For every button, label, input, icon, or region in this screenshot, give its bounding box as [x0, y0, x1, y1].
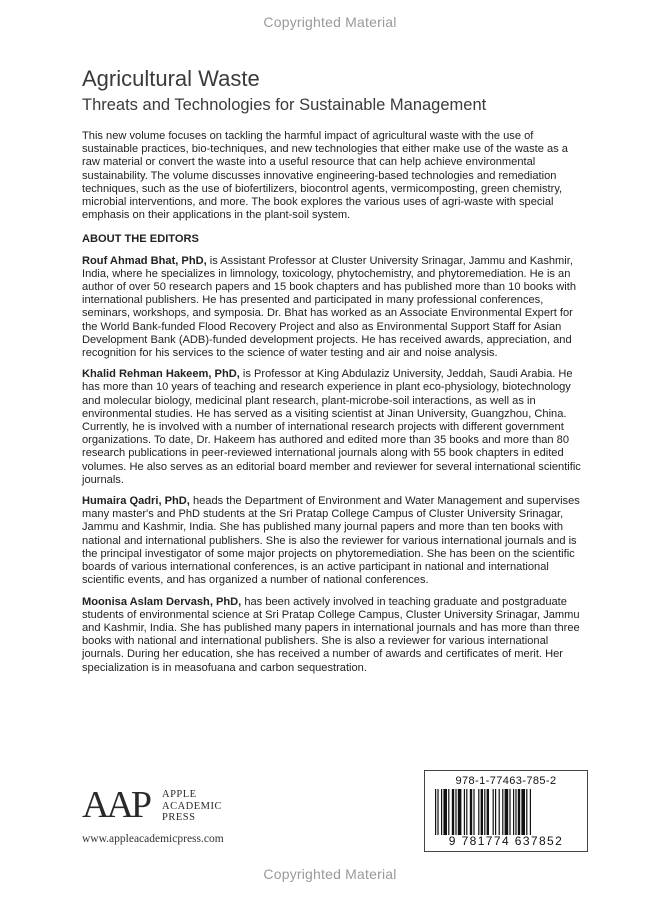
barcode-bar — [502, 789, 503, 835]
about-editors-heading: ABOUT THE EDITORS — [82, 233, 199, 246]
barcode-bar — [458, 789, 462, 835]
barcode-bar — [455, 789, 456, 835]
barcode-bar — [464, 789, 465, 835]
editor-name: Khalid Rehman Hakeem, PhD, — [82, 368, 240, 381]
barcode-bar — [530, 789, 531, 835]
editor-name: Humaira Qadri, PhD, — [82, 495, 190, 508]
editor-bio-text: is Professor at King Abdulaziz University, Jeddah, Saudi Arabia. He has more than 10 years of teaching and research experience in plant eco-physiology, biotechnology and molecular biology, medicinal plant research, plant-microbe-soil interactions, as well as in environmental studies. He has served as a visiting scientist at Jinan University, Guangzhou, China. Currently, he is involved with a number of international research projects with different government organizations. To date, Dr. Hakeem has authored and edited more than 35 books and more than 80 research publications in peer-reviewed international journals along with 55 book chapters in edited volumes. He also serves as an editorial board member and reviewer for several international scientific journals. — [82, 368, 581, 486]
publisher-logo-mark: AAP — [82, 784, 150, 826]
publisher-name-line: PRESS — [162, 812, 196, 823]
copyright-watermark-top: Copyrighted Material — [263, 14, 397, 30]
barcode-bar — [526, 789, 527, 835]
barcode-icon — [433, 789, 579, 835]
barcode-bar — [499, 789, 500, 835]
barcode-bar — [441, 789, 442, 835]
barcode-bar — [437, 789, 438, 835]
publisher-name — [162, 789, 222, 824]
editor-name: Moonisa Aslam Dervash, PhD, — [82, 595, 242, 608]
editor-bio-text: is Assistant Professor at Cluster University Srinagar, Jammu and Kashmir, India, where he specializes in limnology, toxicology, phytochemistry, and phytoremediation. He is an author of over 50 research papers and 15 book chapters and has published more than 10 books with international publishers. He has presented and participated in many professional conferences, seminars, workshops, and symposia. Dr. Bhat has worked as an Associate Environmental Expert for the World Bank-funded Flood Recovery Project and also as Environmental Support Staff for Asian Development Bank (ADB)-funded development projects. He has received awards, appreciation, and recognition for his services to the science of water testing and air and noise analysis. — [82, 254, 576, 360]
editor-bio-2 — [82, 368, 586, 487]
barcode-bar — [448, 789, 449, 835]
barcode-bar — [495, 789, 496, 835]
back-cover-text — [82, 130, 586, 683]
editor-name: Rouf Ahmad Bhat, PhD, — [82, 254, 207, 267]
editor-bio-3 — [82, 495, 586, 587]
barcode-bar — [481, 789, 483, 835]
barcode-bar — [473, 789, 474, 835]
editor-bio-text: heads the Department of Environment and Water Management and supervises many master's and PhD students at the Sri Pratap College Campus of Cluster University Srinagar, Jammu and Kashmir, India. She has published many journal papers and more than ten books with national and international publishers. She is also the reviewer for various international journals and is the principal investigator of some major projects on phytoremediation. She has been on the scientific boards of various international conferences, is an active participant in national and international scientific events, and has organized a number of national conferences. — [82, 495, 580, 587]
book-title: Agricultural Waste — [82, 66, 260, 91]
isbn-number: 978-1-77463-785-2 — [455, 775, 557, 787]
barcode-bar — [435, 789, 436, 835]
barcode-bar — [521, 789, 525, 835]
barcode-digits: 9 781774 637852 — [448, 834, 564, 848]
barcode-bar — [484, 789, 485, 835]
barcode-bar — [493, 789, 494, 835]
barcode-bar — [487, 789, 489, 835]
barcode-bar — [470, 789, 472, 835]
publisher-name-line: ACADEMIC — [162, 800, 223, 812]
barcode-bar — [452, 789, 454, 835]
publisher-name-line: APPLE — [162, 789, 197, 800]
isbn-barcode-box — [424, 770, 588, 852]
barcode-bar — [509, 789, 510, 835]
book-subtitle: Threats and Technologies for Sustainable Management — [82, 96, 487, 114]
barcode-bar — [513, 789, 514, 835]
publisher-url: www.appleacademicpress.com — [82, 833, 224, 845]
barcode-bar — [505, 789, 509, 835]
barcode-bar — [515, 789, 516, 835]
editor-bio-text: has been actively involved in teaching graduate and postgraduate students of environmental science at Sri Pratap College Campus, Cluster University Srinagar, Jammu and Kashmir, India. She has published many papers in international journals and has more than three books with national and international publishers. She is also a reviewer for various international journals. During her education, she has received a number of awards and certificates of merit. Her specialization is in measofuana and carbon sequestration. — [82, 595, 580, 674]
editor-bio-4 — [82, 596, 586, 675]
barcode-bar — [466, 789, 467, 835]
copyright-watermark-bottom: Copyrighted Material — [263, 866, 397, 882]
barcode-bar — [478, 789, 479, 835]
editor-bio-1 — [82, 255, 586, 361]
book-description: This new volume focuses on tackling the harmful impact of agricultural waste with the use of sustainable practices, bio-techniques, and new technologies that either make use of the waste as a raw material or convert the waste into a useful resource that can help achieve environmental sustainability. The volume discusses innovative engineering-based technologies and remediation techniques, such as the use of biofertilizers, biocontrol agents, vermicomposting, green chemistry, microbial interventions, and more. The book explores the various uses of agri-waste with special emphasis on their applications in the plant-soil system. — [82, 130, 568, 222]
barcode-bar — [443, 789, 447, 835]
barcode-bar — [518, 789, 520, 835]
